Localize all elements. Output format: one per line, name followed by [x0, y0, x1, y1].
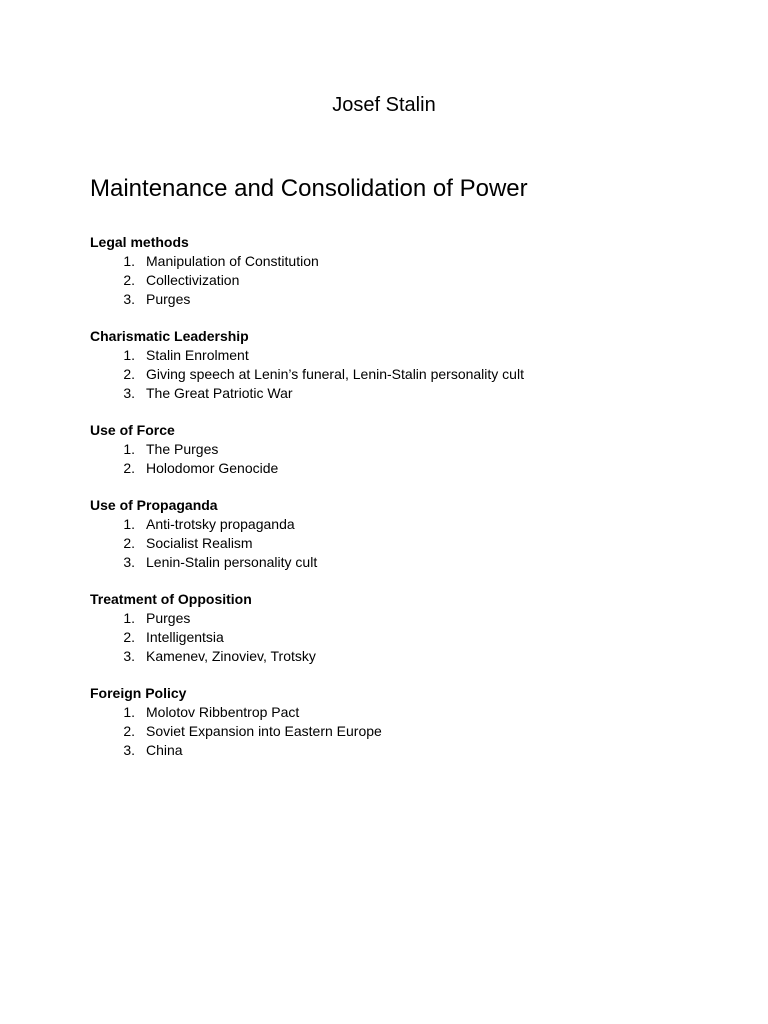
list-number: 2. [123, 272, 135, 288]
list-text: Giving speech at Lenin’s funeral, Lenin-Stalin personality cult [146, 366, 524, 382]
section-list [90, 233, 690, 778]
section-foreign-policy [90, 684, 690, 760]
list-item [90, 609, 690, 628]
list-number: 1. [123, 704, 135, 720]
list-number: 2. [123, 366, 135, 382]
list-number: 2. [123, 723, 135, 739]
list-item [90, 384, 690, 403]
list-number: 1. [123, 253, 135, 269]
list-text: Kamenev, Zinoviev, Trotsky [146, 648, 316, 664]
section-title: Treatment of Opposition [90, 591, 252, 607]
list-text: The Purges [146, 441, 219, 457]
list-number: 1. [123, 441, 135, 457]
list-number: 2. [123, 460, 135, 476]
list-number: 3. [123, 742, 135, 758]
list-number: 3. [123, 385, 135, 401]
list-item [90, 534, 690, 553]
list-item [90, 628, 690, 647]
list-number: 1. [123, 347, 135, 363]
list-item [90, 647, 690, 666]
list-number: 3. [123, 291, 135, 307]
list-item [90, 515, 690, 534]
list-number: 1. [123, 610, 135, 626]
list-item [90, 741, 690, 760]
section-treatment-of-opposition [90, 590, 690, 666]
list-text: Lenin-Stalin personality cult [146, 554, 318, 570]
list-number: 2. [123, 629, 135, 645]
list-item [90, 703, 690, 722]
list-number: 3. [123, 554, 135, 570]
list-item [90, 346, 690, 365]
list-number: 2. [123, 535, 135, 551]
section-use-of-force [90, 421, 690, 478]
section-title: Foreign Policy [90, 685, 187, 701]
list-item [90, 722, 690, 741]
list-number: 3. [123, 648, 135, 664]
section-legal-methods [90, 233, 690, 309]
section-title: Use of Propaganda [90, 497, 218, 513]
list-text: Intelligentsia [146, 629, 224, 645]
list-text: Purges [146, 291, 191, 307]
section-title: Legal methods [90, 234, 189, 250]
list-text: Holodomor Genocide [146, 460, 279, 476]
document-title: Josef Stalin [332, 94, 436, 116]
list-text: Collectivization [146, 272, 240, 288]
list-text: Soviet Expansion into Eastern Europe [146, 723, 382, 739]
list-item [90, 459, 690, 478]
section-title: Charismatic Leadership [90, 328, 249, 344]
list-item [90, 553, 690, 572]
section-charismatic-leadership [90, 327, 690, 403]
list-item [90, 365, 690, 384]
list-text: China [146, 742, 183, 758]
list-item [90, 252, 690, 271]
list-item [90, 440, 690, 459]
list-text: Socialist Realism [146, 535, 253, 551]
list-text: Purges [146, 610, 191, 626]
document-heading: Maintenance and Consolidation of Power [90, 175, 528, 202]
list-text: The Great Patriotic War [146, 385, 293, 401]
list-item [90, 290, 690, 309]
list-number: 1. [123, 516, 135, 532]
list-text: Manipulation of Constitution [146, 253, 319, 269]
list-item [90, 271, 690, 290]
list-text: Anti-trotsky propaganda [146, 516, 295, 532]
list-text: Stalin Enrolment [146, 347, 249, 363]
list-text: Molotov Ribbentrop Pact [146, 704, 300, 720]
section-use-of-propaganda [90, 496, 690, 572]
section-title: Use of Force [90, 422, 175, 438]
